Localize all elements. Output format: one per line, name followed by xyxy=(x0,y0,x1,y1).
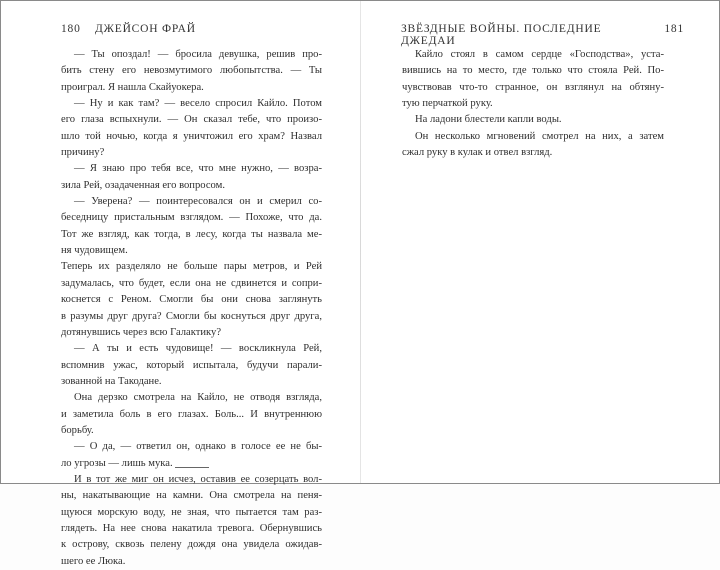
text-line: беседницу пристальным взглядом. — Похоже, что да. xyxy=(61,212,322,224)
text-line: коснется с Реном. Смогли бы они снова заглянуть xyxy=(61,294,322,306)
right-page xyxy=(361,1,719,483)
text-line: задумалась, что будет, если она не сдвинется и сопри- xyxy=(61,277,322,289)
left-page-text xyxy=(61,47,322,570)
right-running-head: ЗВЁЗДНЫЕ ВОЙНЫ. ПОСЛЕДНИЕ ДЖЕДАИ xyxy=(401,23,602,47)
text-line: вившись на то место, где только что стояла Рей. По- xyxy=(402,65,664,77)
left-running-head: ДЖЕЙСОН ФРАЙ xyxy=(95,23,196,35)
right-page-text xyxy=(402,47,664,161)
text-line: Он несколько мгновений смотрел на них, а затем xyxy=(415,130,664,142)
text-line: — Ты опоздал! — бросила девушка, решив про- xyxy=(74,49,322,60)
text-line: На ладони блестели капли воды. xyxy=(415,114,562,126)
right-page-number: 181 xyxy=(664,23,684,35)
text-line: Тот же взгляд, как тогда, в лесу, когда ты назвала ме- xyxy=(61,228,322,240)
text-line: чувствовав что-то странное, он взглянул на обтяну- xyxy=(402,81,664,93)
text-line: его глаза вспыхнули. — Он сказал тебе, что произо- xyxy=(61,114,322,126)
text-line: причину? xyxy=(61,147,105,159)
text-line: к острову, сквозь пелену дождя она увидела ожидав- xyxy=(61,539,322,551)
left-running-header xyxy=(61,23,322,39)
text-line: ны, накатывающие на камни. Она смотрела на пеня- xyxy=(61,490,322,502)
text-line: шло той ночью, когда я уничтожил его храм? Назвал xyxy=(61,130,322,142)
text-line: Она дерзко смотрела на Кайло, не отводя взгляда, xyxy=(74,392,322,404)
text-line: — Ну и как там? — весело спросил Кайло. Потом xyxy=(74,98,322,110)
text-line: — О да, — ответил он, однако в голосе ее не бы- xyxy=(74,441,322,453)
text-line: в разумы друг друга? Смогли бы коснуться друг друга, xyxy=(61,310,322,322)
text-line: — А ты и есть чудовище! — воскликнула Рей, xyxy=(74,343,322,355)
text-line: Теперь их разделяло не больше пары метров, и Рей xyxy=(61,261,322,273)
text-line: глядеть. На нее снова накатила тревога. Обернувшись xyxy=(61,522,322,534)
text-line: и заметила боль в его глазах. Боль... И внутреннюю xyxy=(61,408,322,420)
text-line: Кайло стоял в самом сердце «Господства», уста- xyxy=(415,49,664,60)
text-line: зованной на Такодане. xyxy=(61,375,162,387)
left-page xyxy=(1,1,360,567)
text-line: вспомнив ужас, который испытала, будучи парали- xyxy=(61,359,322,371)
left-page-number: 180 xyxy=(61,23,81,35)
text-line: тую перчаткой руку. xyxy=(402,98,493,110)
text-line: борьбу. xyxy=(61,424,94,436)
text-line: дотянувшись через всю Галактику? xyxy=(61,326,222,338)
text-line: ло угрозы — лишь мука. xyxy=(61,457,173,469)
text-line: бить стену его невозмутимого любопытства. — Ты xyxy=(61,65,322,77)
text-line: зила Рей, озадаченная его вопросом. xyxy=(61,179,225,191)
text-line: — Уверена? — поинтересовался он и смерил со- xyxy=(74,196,322,208)
text-line: И в тот же миг он исчез, оставив ее созерцать вол- xyxy=(74,473,322,485)
text-line: ня чудовищем. xyxy=(61,245,128,257)
text-line: проиграл. Я нашла Скайуокера. xyxy=(61,81,204,93)
right-running-header xyxy=(401,23,684,47)
footer-rule xyxy=(175,467,209,468)
text-line: — Я знаю про тебя все, что мне нужно, — возра- xyxy=(74,163,322,175)
text-line: шего ее Люка. xyxy=(61,555,126,567)
text-line: сжал руку в кулак и отвел взгляд. xyxy=(402,147,553,159)
text-line: щуюся морскую воду, не зная, что пытается там раз- xyxy=(61,506,322,518)
